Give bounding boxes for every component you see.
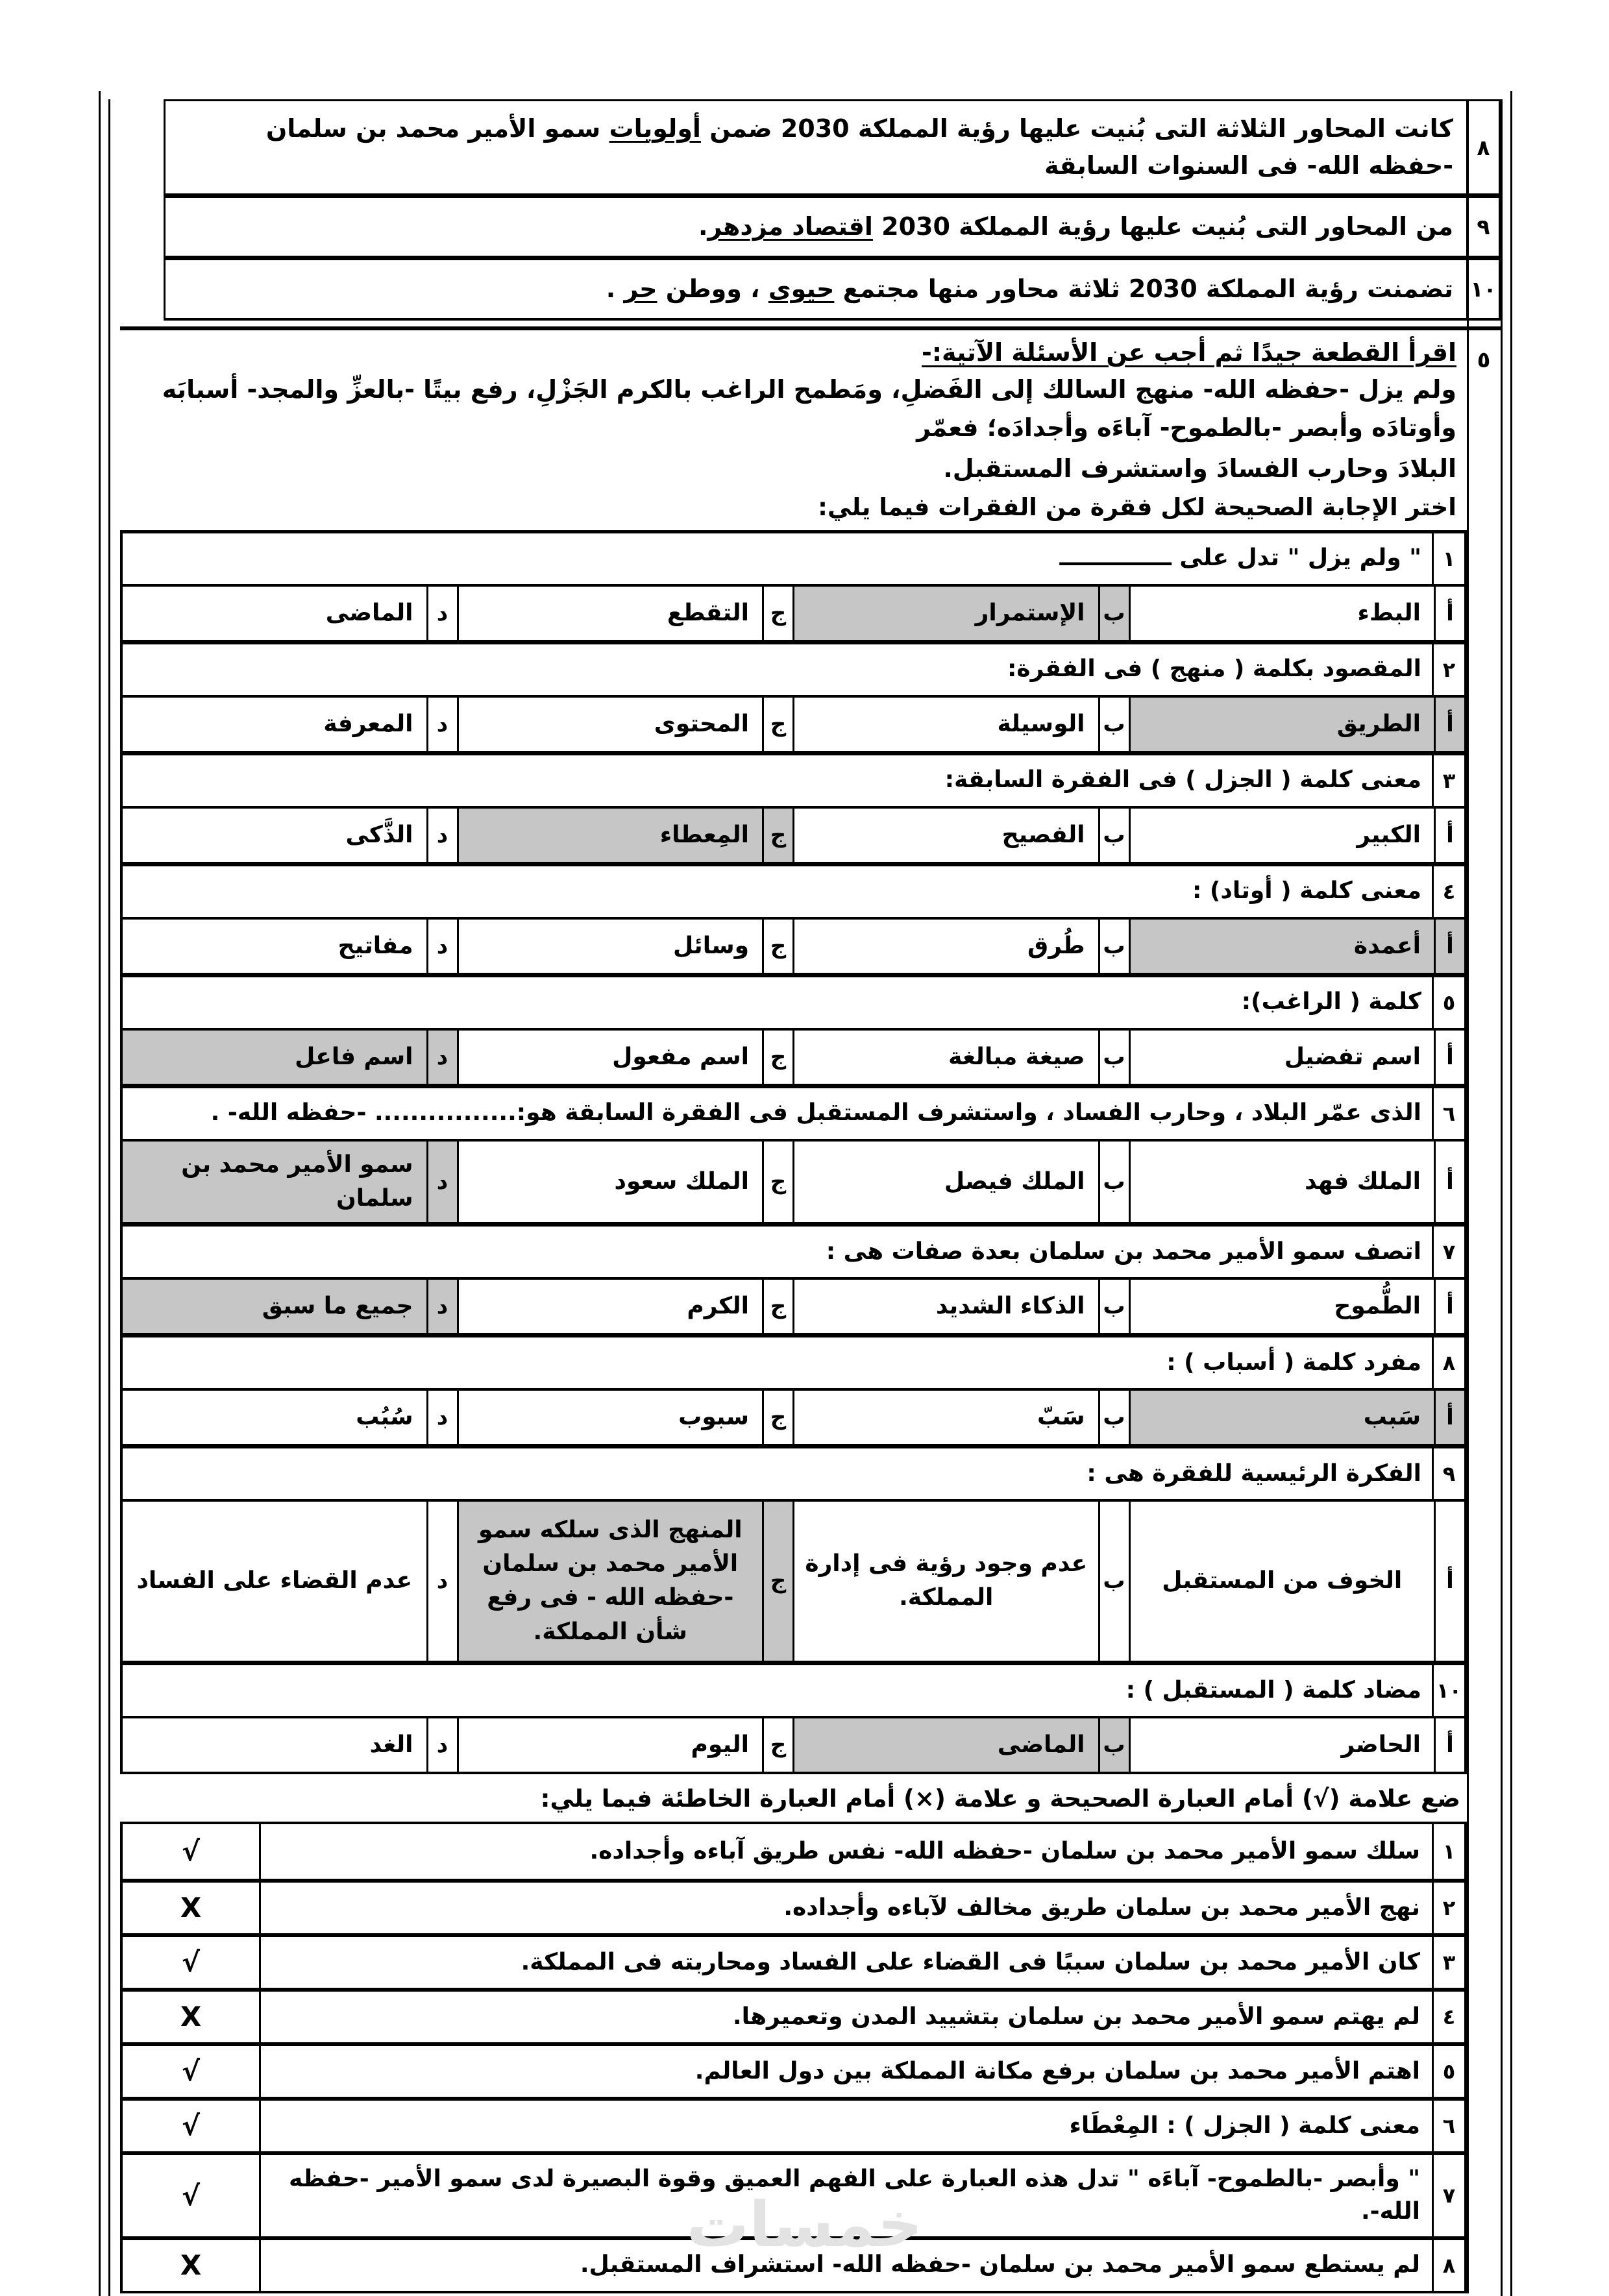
options-row (123, 695, 1464, 751)
check-or-cross-mark: X (180, 2249, 202, 2282)
statement-text (166, 101, 1466, 193)
options-row (123, 1277, 1464, 1333)
item-number: ٧ (1432, 2155, 1464, 2236)
option-letter-d: د (426, 587, 457, 640)
item-number: ٢ (1432, 1883, 1464, 1933)
option-letter-b: ب (1098, 920, 1129, 973)
statement-row (166, 256, 1499, 318)
options-row (123, 917, 1464, 973)
item-text: اهتم الأمير محمد بن سلمان برفع مكانة المملكة بين دول العالم. (259, 2046, 1432, 2097)
option-text-a: اسم تفضيل (1129, 1031, 1434, 1084)
option-letter-b: ب (1098, 1142, 1129, 1222)
item-text: كان الأمير محمد بن سلمان سببًا فى القضاء على الفساد ومحاربته فى المملكة. (259, 1937, 1432, 1988)
item-text: معنى كلمة ( الجزل ) : المِعْطَاء (259, 2101, 1432, 2151)
check-or-cross-mark: √ (182, 2055, 201, 2088)
question-row (123, 1088, 1464, 1139)
option-letter-d: د (426, 698, 457, 751)
question-number: ٥ (1432, 977, 1464, 1028)
question-text: اتصف سمو الأمير محمد بن سلمان بعدة صفات هى : (826, 1238, 1421, 1265)
question-number: ٣ (1432, 755, 1464, 806)
section-heading: اقرأ القطعة جيدًا ثم أجب عن الأسئلة الآتية:- (922, 338, 1456, 367)
outer-number-column-divider (1467, 99, 1469, 2293)
options-row (123, 584, 1464, 640)
item-text: نهج الأمير محمد بن سلمان طريق مخالف لآباءه وأجداده. (259, 1883, 1432, 1933)
check-or-cross-mark: √ (182, 2110, 201, 2142)
true-false-instruction: ضع علامة (√) أمام العبارة الصحيحة و علامة (×) أمام العبارة الخاطئة فيما يلي: (540, 1784, 1460, 1813)
option-letter-b: ب (1098, 1280, 1129, 1333)
mcq-question-block (123, 973, 1464, 1084)
option-text-c: وسائل (457, 920, 763, 973)
option-text-c: الكرم (457, 1280, 763, 1333)
question-text: كلمة ( الراغب): (1241, 988, 1421, 1016)
option-text-d: الماضى (325, 599, 413, 626)
options-row (123, 1139, 1464, 1222)
option-letter-d: د (426, 1031, 457, 1084)
options-row (123, 806, 1464, 862)
question-row (123, 1448, 1464, 1499)
statement-part: تضمنت رؤية المملكة 2030 ثلاثة محاور منها مجتمع (834, 275, 1453, 303)
statement-number: ٨ (1466, 101, 1499, 193)
statement-number: ١٠ (1466, 260, 1499, 318)
question-number: ٧ (1432, 1227, 1464, 1277)
statement-underlined: حر (624, 275, 657, 303)
option-letter-c: ج (762, 587, 792, 640)
option-letter-d: د (426, 1280, 457, 1333)
statement-part: من المحاور التى بُنيت عليها رؤية المملكة 2030 (872, 212, 1453, 241)
check-or-cross-mark: √ (182, 1835, 201, 1868)
item-text: لم يستطع سمو الأمير محمد بن سلمان -حفظه الله- استشراف المستقبل. (259, 2240, 1432, 2291)
option-letter-b: ب (1098, 1718, 1129, 1772)
check-or-cross-mark: √ (182, 1946, 201, 1979)
statement-row (166, 101, 1499, 193)
question-number: ٨ (1432, 1337, 1464, 1388)
option-text-a: البطء (1129, 587, 1434, 640)
question-number: ٢ (1432, 644, 1464, 695)
option-letter-c: ج (762, 1031, 792, 1084)
mcq-question-block (123, 640, 1464, 751)
statement-part: سمو الأمير محمد بن سلمان -حفظه الله- فى السنوات السابقة (265, 114, 1453, 180)
option-text-b: الإستمرار (792, 587, 1098, 640)
option-text-c: المنهج الذى سلكه سمو الأمير محمد بن سلمان -حفظه الله - فى رفع شأن المملكة. (457, 1502, 763, 1661)
true-false-row (123, 1933, 1464, 1988)
check-or-cross-mark: X (180, 2001, 202, 2033)
option-letter-d: د (426, 920, 457, 973)
option-text-d: عدم القضاء على الفساد (136, 1567, 413, 1594)
question-row (123, 866, 1464, 917)
passage-line-1: ولم يزل -حفظه الله- منهج السالك إلى الفَضلِ، ومَطمح الراغب بالكرم الجَزْلِ، رفع بيتًا -بالعزِّ والمجد- أسبابَه وأوتادَه وأبصر -بالطموح- آباءَه وأجدادَه؛ فعمّر (162, 375, 1456, 442)
question-text: معنى كلمة ( الجزل ) فى الفقرة السابقة: (944, 766, 1421, 794)
question-row (123, 755, 1464, 806)
option-letter-a: أ (1434, 1142, 1464, 1222)
options-row (123, 1499, 1464, 1661)
statement-text (166, 198, 1466, 256)
options-row (123, 1388, 1464, 1444)
option-text-c: المحتوى (457, 698, 763, 751)
section-5 (120, 326, 1501, 2293)
mcq-question-block (123, 1333, 1464, 1444)
question-row (123, 533, 1464, 584)
option-letter-d: د (426, 1391, 457, 1444)
mcq-question-block (123, 533, 1464, 640)
item-number: ٨ (1432, 2240, 1464, 2291)
option-letter-a: أ (1434, 698, 1464, 751)
question-text: الذى عمّر البلاد ، وحارب الفساد ، واستشرف المستقبل فى الفقرة السابقة هو:................ -حفظه الله- . (210, 1099, 1421, 1127)
mcq-question-block (123, 751, 1464, 862)
option-text-a: أعمدة (1129, 920, 1434, 973)
page-frame-inner (108, 99, 1503, 2296)
statement-part: ، ووطن (657, 275, 768, 303)
option-text-a: الطُّموح (1129, 1280, 1434, 1333)
option-text-b: الماضى (792, 1718, 1098, 1772)
item-number: ١ (1432, 1824, 1464, 1879)
option-text-d: المعرفة (323, 710, 413, 737)
true-false-row (123, 2097, 1464, 2151)
option-text-b: سَبّ (792, 1391, 1098, 1444)
option-text-c: الملك سعود (457, 1142, 763, 1222)
option-text-b: عدم وجود رؤية فى إدارة المملكة. (792, 1502, 1098, 1661)
question-text: " ولم يزل " تدل على ــــــــــــــ (1059, 544, 1421, 572)
question-row (123, 644, 1464, 695)
passage-line-2: البلادَ وحارب الفسادَ واستشرف المستقبل. (943, 454, 1456, 483)
option-text-a: الكبير (1129, 809, 1434, 862)
option-text-d: الغد (369, 1731, 413, 1758)
item-number: ٦ (1432, 2101, 1464, 2151)
option-text-a: الخوف من المستقبل (1129, 1502, 1434, 1661)
worksheet (120, 99, 1501, 2293)
option-letter-c: ج (762, 1502, 792, 1661)
option-letter-a: أ (1434, 920, 1464, 973)
option-letter-c: ج (762, 1280, 792, 1333)
question-row (123, 1337, 1464, 1388)
mcq-question-block (123, 862, 1464, 973)
option-text-b: صيغة مبالغة (792, 1031, 1098, 1084)
option-text-d: اسم فاعل (123, 1031, 426, 1084)
option-text-d: سُبُب (356, 1403, 413, 1430)
mcq-table (120, 530, 1467, 1774)
option-letter-a: أ (1434, 1031, 1464, 1084)
question-number: ٩ (1432, 1448, 1464, 1499)
question-number: ١ (1432, 533, 1464, 584)
statement-part: . (698, 212, 708, 241)
option-letter-b: ب (1098, 1502, 1129, 1661)
option-text-b: الفصيح (792, 809, 1098, 862)
true-false-row (123, 1879, 1464, 1933)
option-letter-b: ب (1098, 1391, 1129, 1444)
section-body (120, 330, 1467, 2293)
statement-underlined: اقتصاد مزدهر (707, 212, 873, 241)
item-number: ٤ (1432, 1992, 1464, 2042)
option-letter-c: ج (762, 1391, 792, 1444)
question-row (123, 1665, 1464, 1716)
option-text-c: اليوم (457, 1718, 763, 1772)
item-number: ٥ (1432, 2046, 1464, 2097)
khamsat-watermark: خمسات (686, 2188, 923, 2261)
option-text-a: الطريق (1129, 698, 1434, 751)
option-text-a: الملك فهد (1129, 1142, 1434, 1222)
option-text-b: طُرق (792, 920, 1098, 973)
option-letter-a: أ (1434, 1718, 1464, 1772)
item-text: " وأبصر -بالطموح- آباءَه " تدل هذه العبارة على الفهم العميق وقوة البصيرة لدى سمو الأمير -حفظه الله-. (259, 2155, 1432, 2236)
option-text-b: الذكاء الشديد (792, 1280, 1098, 1333)
mcq-question-block (123, 1444, 1464, 1661)
question-number: ٤ (1432, 866, 1464, 917)
option-letter-a: أ (1434, 809, 1464, 862)
true-false-row (123, 1824, 1464, 1879)
option-letter-b: ب (1098, 809, 1129, 862)
option-letter-b: ب (1098, 698, 1129, 751)
true-false-row (123, 2042, 1464, 2097)
statement-row (166, 193, 1499, 256)
option-text-c: المِعطاء (457, 809, 763, 862)
option-text-a: سَبب (1129, 1391, 1434, 1444)
statement-underlined: أولويات (609, 114, 701, 143)
question-text: مفرد كلمة ( أسباب ) : (1166, 1349, 1421, 1376)
question-number: ١٠ (1432, 1665, 1464, 1716)
option-letter-c: ج (762, 1718, 792, 1772)
statement-underlined: حيوى (768, 275, 835, 303)
option-text-d: جميع ما سبق (123, 1280, 426, 1333)
option-text-a: الحاضر (1129, 1718, 1434, 1772)
option-text-c: اسم مفعول (457, 1031, 763, 1084)
option-letter-c: ج (762, 809, 792, 862)
option-letter-d: د (426, 1142, 457, 1222)
true-false-row (123, 1988, 1464, 2042)
option-text-d: سمو الأمير محمد بن سلمان (123, 1142, 426, 1222)
option-text-c: سبوب (457, 1391, 763, 1444)
option-text-d: الذَّكى (345, 821, 413, 848)
option-letter-a: أ (1434, 1391, 1464, 1444)
option-letter-b: ب (1098, 587, 1129, 640)
statement-text (166, 260, 1466, 318)
question-text: معنى كلمة ( أوتاد) : (1192, 877, 1421, 905)
option-text-c: التقطع (457, 587, 763, 640)
option-letter-d: د (426, 1718, 457, 1772)
mcq-question-block (123, 1222, 1464, 1333)
mcq-question-block (123, 1084, 1464, 1222)
question-number: ٦ (1432, 1088, 1464, 1139)
mcq-question-block (123, 1661, 1464, 1772)
item-number: ٣ (1432, 1937, 1464, 1988)
check-or-cross-mark: X (180, 1892, 202, 1924)
statement-part: . (606, 275, 624, 303)
option-letter-d: د (426, 809, 457, 862)
check-or-cross-mark: √ (182, 2179, 201, 2212)
statement-part: كانت المحاور الثلاثة التى بُنيت عليها رؤية المملكة 2030 ضمن (700, 114, 1453, 143)
option-letter-c: ج (762, 920, 792, 973)
option-letter-a: أ (1434, 587, 1464, 640)
options-row (123, 1716, 1464, 1772)
question-text: مضاد كلمة ( المستقبل ) : (1125, 1676, 1421, 1704)
option-letter-a: أ (1434, 1502, 1464, 1661)
option-letter-c: ج (762, 698, 792, 751)
section-number: ٥ (1477, 347, 1491, 373)
question-text: الفكرة الرئيسية للفقرة هى : (1087, 1459, 1421, 1487)
option-letter-c: ج (762, 1142, 792, 1222)
item-text: لم يهتم سمو الأمير محمد بن سلمان بتشييد المدن وتعميرها. (259, 1992, 1432, 2042)
mcq-instruction: اختر الإجابة الصحيحة لكل فقرة من الفقرات فيما يلي: (818, 493, 1456, 521)
statement-number: ٩ (1466, 198, 1499, 256)
item-text: سلك سمو الأمير محمد بن سلمان -حفظه الله- نفس طريق آباءه وأجداده. (259, 1824, 1432, 1879)
option-letter-d: د (426, 1502, 457, 1661)
option-letter-b: ب (1098, 1031, 1129, 1084)
options-row (123, 1028, 1464, 1084)
option-text-b: الملك فيصل (792, 1142, 1098, 1222)
option-text-d: مفاتيح (338, 932, 413, 959)
option-text-b: الوسيلة (792, 698, 1098, 751)
page-frame-outer (99, 91, 1512, 2296)
top-statements-table (164, 99, 1501, 321)
question-row (123, 977, 1464, 1028)
question-row (123, 1227, 1464, 1277)
question-text: المقصود بكلمة ( منهج ) فى الفقرة: (1007, 655, 1421, 683)
option-letter-a: أ (1434, 1280, 1464, 1333)
